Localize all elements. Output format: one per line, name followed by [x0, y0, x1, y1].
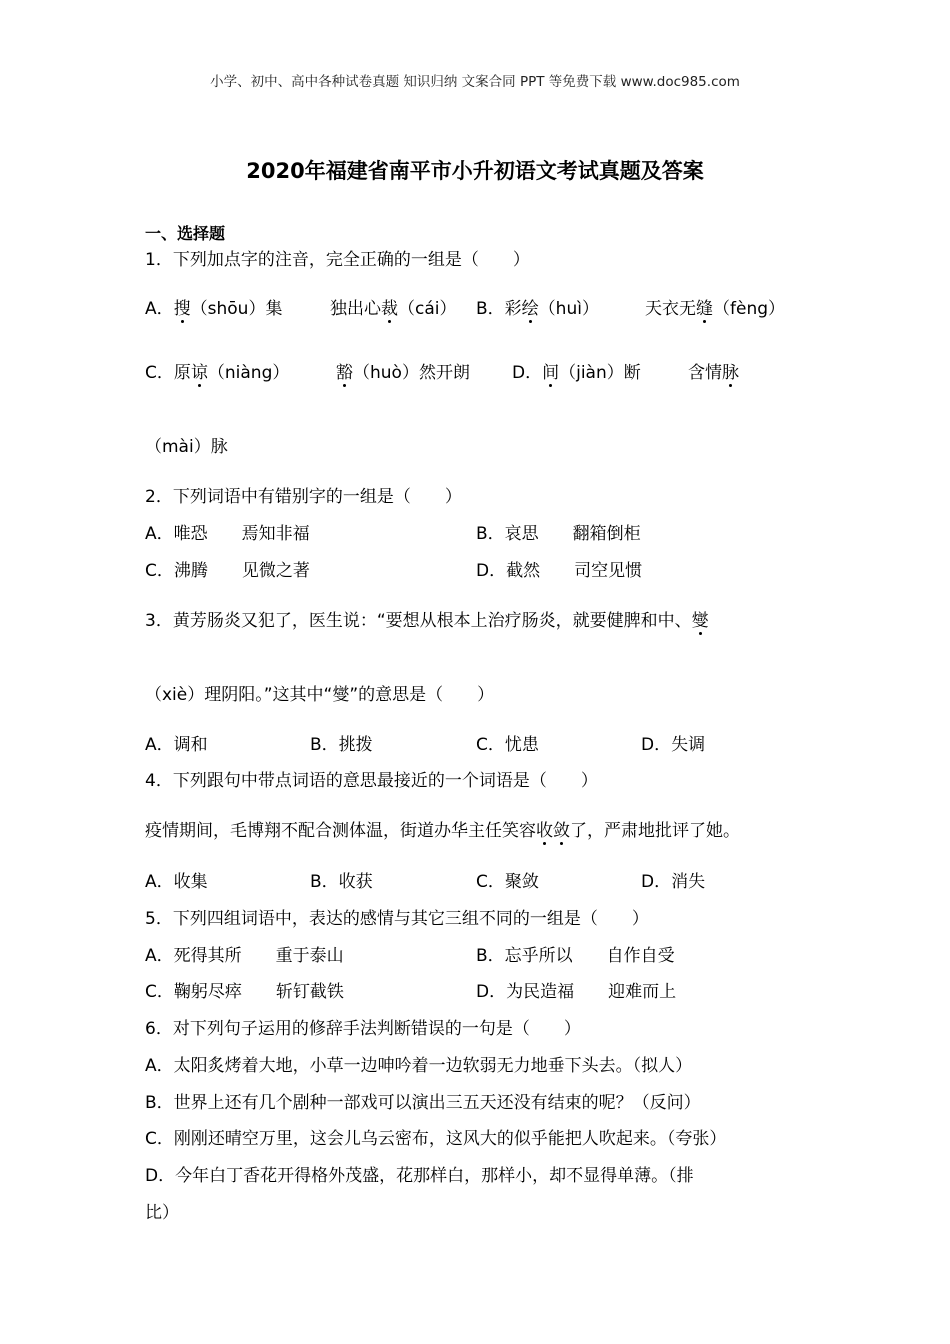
q6-option-c: C．刚刚还晴空万里，这会儿乌云密布，这风大的似乎能把人吹起来。（夸张）	[145, 1129, 727, 1149]
dotted-char: 收	[536, 816, 553, 841]
q4-option-d: D．消失	[641, 872, 706, 892]
q6-option-d: D．今年白丁香花开得格外茂盛，花那样白，那样小，却不显得单薄。（排	[145, 1166, 694, 1186]
dotted-char: 缝	[696, 294, 713, 319]
q3-stem-continuation: （xiè）理阴阳。”这其中“燮”的意思是（ ）	[145, 685, 495, 705]
q4-stem: 4．下列跟句中带点词语的意思最接近的一个词语是（ ）	[145, 771, 598, 791]
q3-option-b: B．挑拨	[310, 735, 373, 755]
q2-option-a: A．唯恐 焉知非福	[145, 524, 310, 544]
q1-option-d-continuation: （mài）脉	[145, 437, 228, 457]
q5-option-a: A．死得其所 重于泰山	[145, 946, 344, 966]
q5-option-b: B．忘乎所以 自作自受	[476, 946, 675, 966]
q3-option-c: C．忧患	[476, 735, 539, 755]
dotted-char: 谅	[191, 358, 208, 383]
dotted-char: 豁	[336, 358, 353, 383]
q2-option-d: D．截然 司空见惯	[476, 561, 643, 581]
dotted-char: 脉	[722, 358, 739, 383]
q1-option-c-word2: 豁（huò）然开朗	[336, 358, 470, 383]
page-header: 小学、初中、高中各种试卷真题 知识归纳 文案合同 PPT 等免费下载 www.doc985.com	[210, 74, 740, 90]
q1-option-d: D．间（jiàn）断	[512, 358, 641, 383]
q1-option-b: B．彩绘（huì）	[476, 294, 599, 319]
q5-option-d: D．为民造福 迎难而上	[476, 982, 677, 1002]
q3-stem: 3．黄芳肠炎又犯了，医生说：“要想从根本上治疗肠炎，就要健脾和中、燮	[145, 606, 709, 631]
q5-option-c: C．鞠躬尽瘁 斩钉截铁	[145, 982, 344, 1002]
q4-option-a: A．收集	[145, 872, 208, 892]
q4-option-c: C．聚敛	[476, 872, 539, 892]
dotted-char: 间	[542, 358, 559, 383]
q6-option-a: A．太阳炙烤着大地，小草一边呻吟着一边软弱无力地垂下头去。（拟人）	[145, 1056, 693, 1076]
dotted-char: 裁	[381, 294, 398, 319]
q1-option-d-word2: 含情脉	[688, 358, 739, 383]
section-heading: 一、选择题	[145, 224, 226, 243]
dotted-char: 搜	[174, 294, 191, 319]
q6-stem: 6．对下列句子运用的修辞手法判断错误的一句是（ ）	[145, 1019, 581, 1039]
q1-option-a-word2: 独出心裁（cái）	[330, 294, 457, 319]
q2-option-b: B．哀思 翻箱倒柜	[476, 524, 641, 544]
dotted-char: 绘	[522, 294, 539, 319]
q1-option-a: A．搜（shōu）集	[145, 294, 282, 319]
q2-option-c: C．沸腾 见微之著	[145, 561, 310, 581]
q5-stem: 5．下列四组词语中，表达的感情与其它三组不同的一组是（ ）	[145, 909, 649, 929]
q1-stem: 1．下列加点字的注音，完全正确的一组是（ ）	[145, 250, 530, 270]
q4-option-b: B．收获	[310, 872, 373, 892]
q6-option-b: B．世界上还有几个剧种一部戏可以演出三五天还没有结束的呢？（反问）	[145, 1093, 701, 1113]
page-title: 2020年福建省南平市小升初语文考试真题及答案	[246, 159, 704, 183]
q3-option-d: D．失调	[641, 735, 706, 755]
q3-option-a: A．调和	[145, 735, 208, 755]
q2-stem: 2．下列词语中有错别字的一组是（ ）	[145, 487, 462, 507]
q6-option-d-continuation: 比）	[145, 1203, 179, 1223]
dotted-char: 敛	[553, 816, 570, 841]
q4-sentence: 疫情期间，毛博翔不配合测体温，街道办华主任笑容收敛了，严肃地批评了她。	[145, 816, 740, 841]
q1-option-c: C．原谅（niàng）	[145, 358, 289, 383]
q1-option-b-word2: 天衣无缝（fèng）	[645, 294, 785, 319]
dotted-char: 燮	[692, 606, 709, 631]
